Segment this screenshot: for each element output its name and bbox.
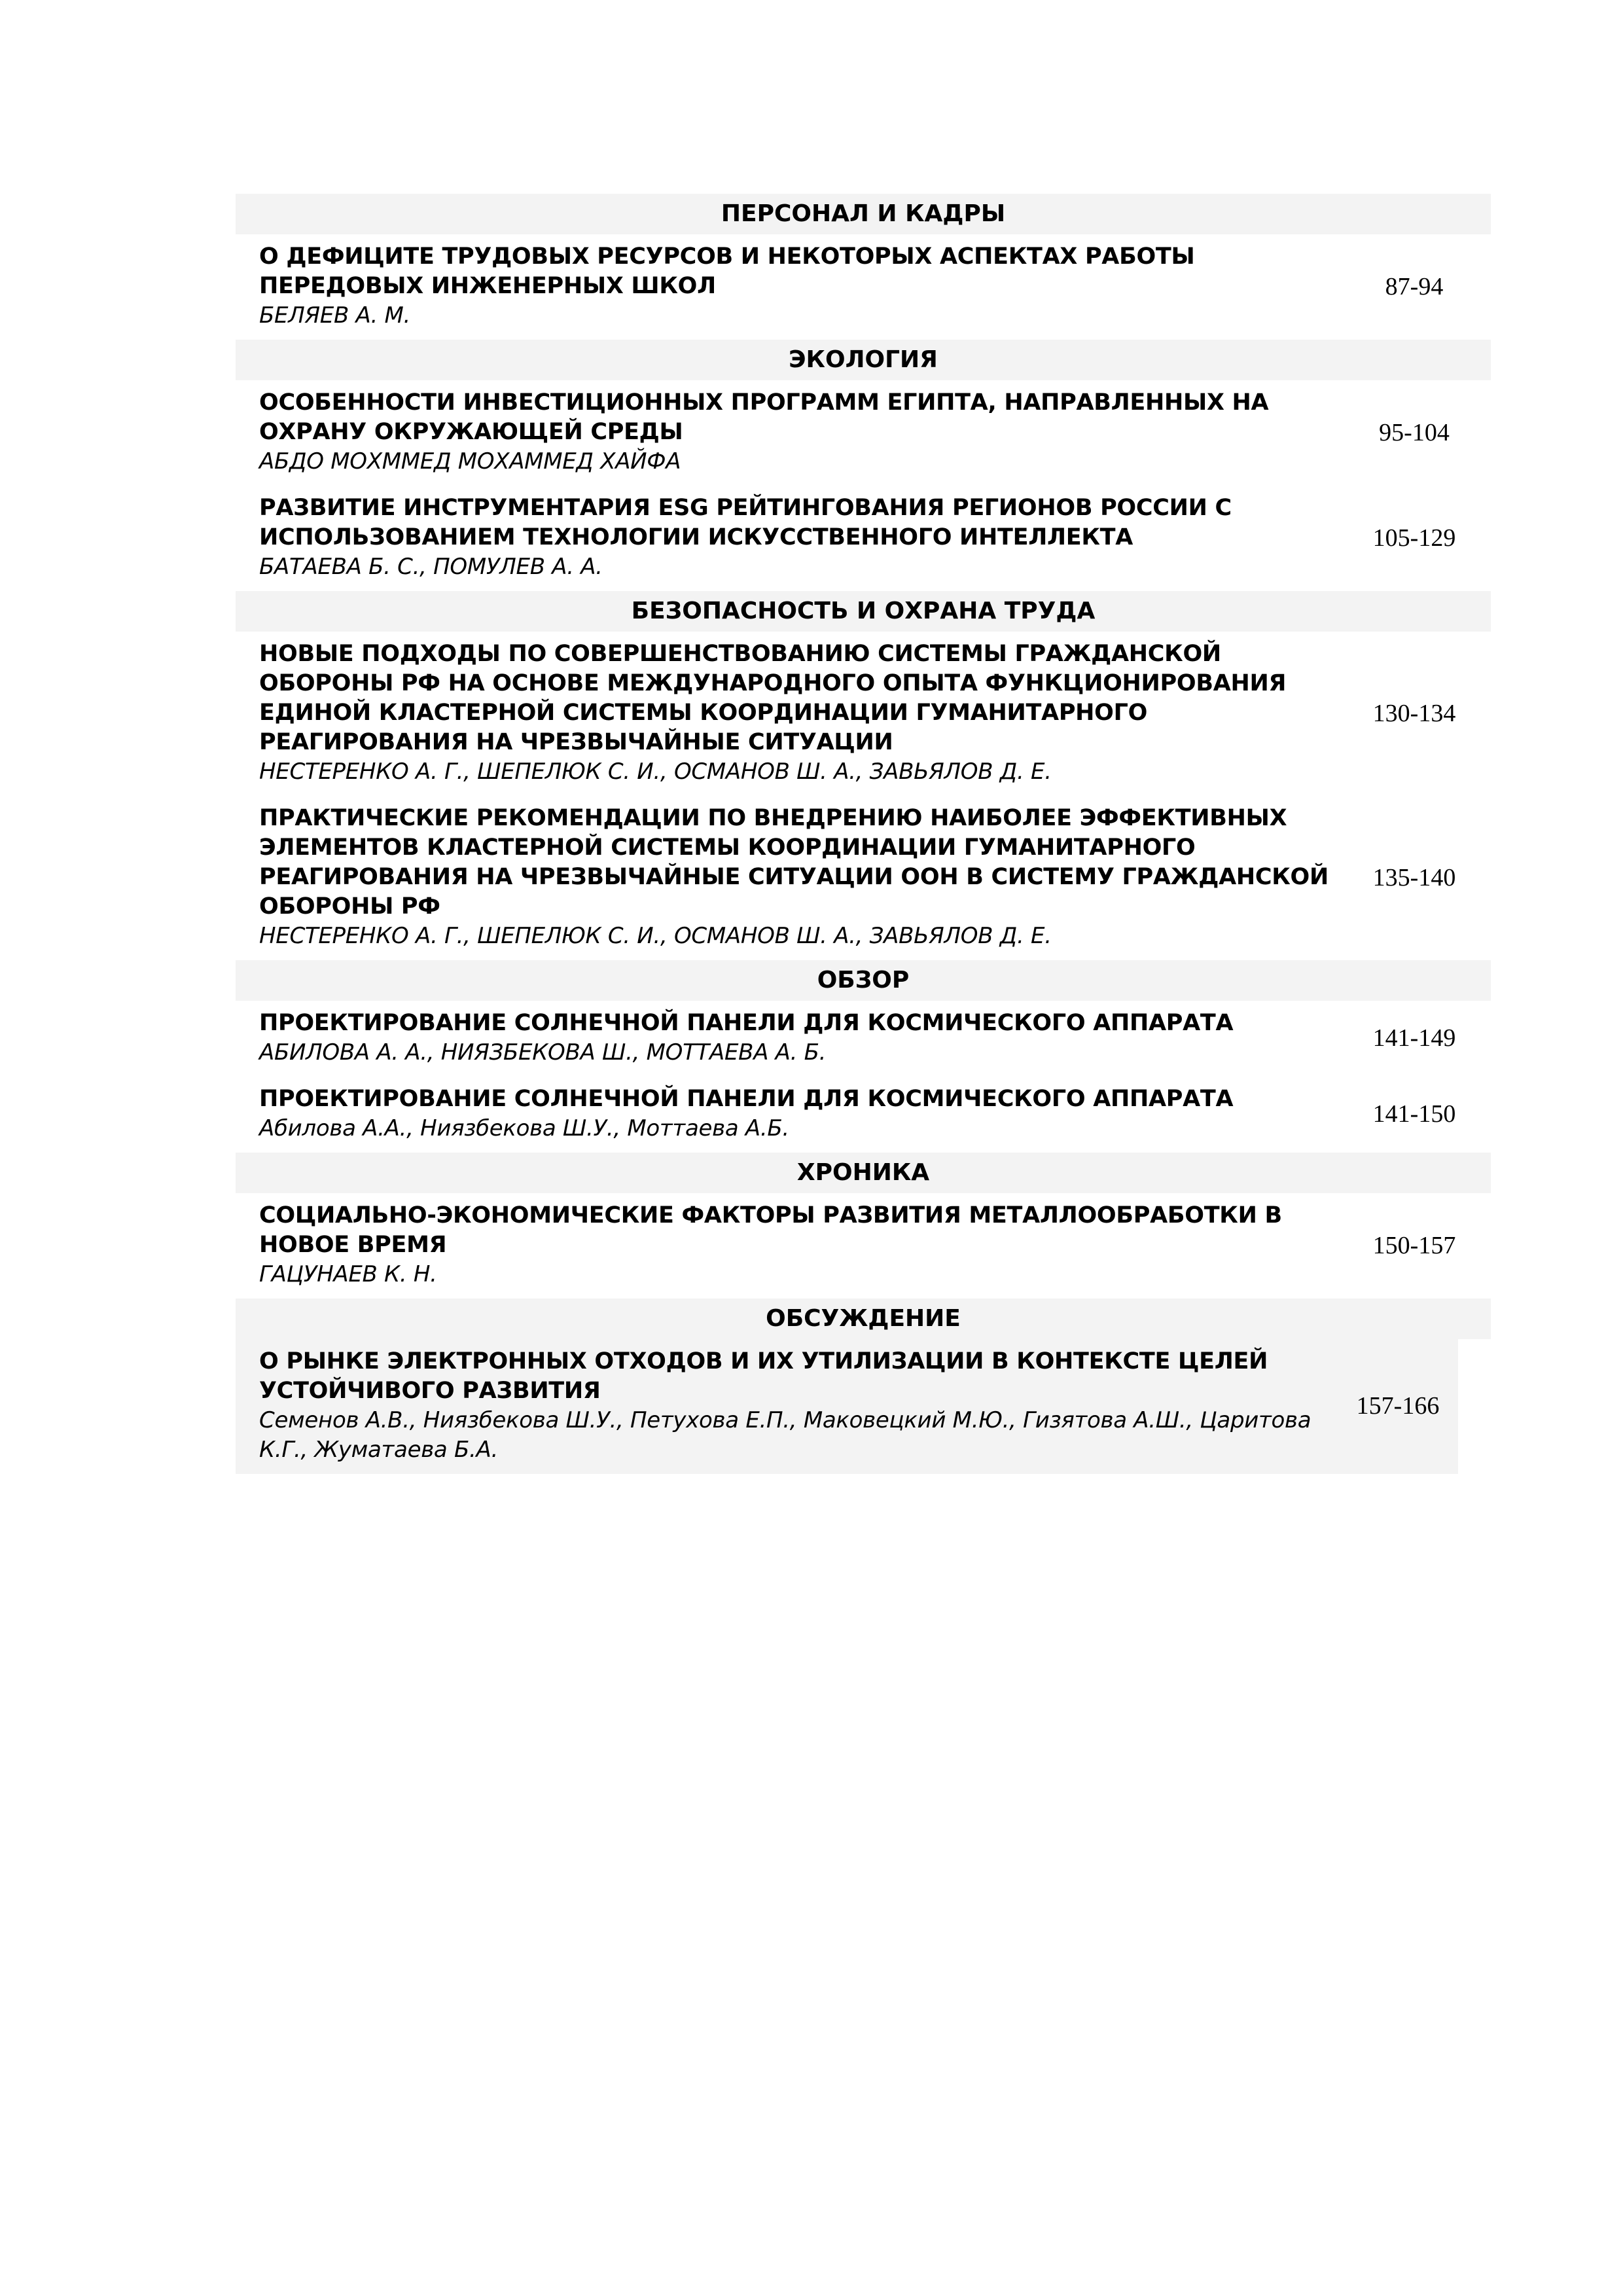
toc-entry [236, 1077, 1491, 1153]
article-title: ОСОБЕННОСТИ ИНВЕСТИЦИОННЫХ ПРОГРАММ ЕГИПТА, НАПРАВЛЕННЫХ НА ОХРАНУ ОКРУЖАЮЩЕЙ СРЕДЫ [259, 389, 1269, 445]
article-authors: БЕЛЯЕВ А. М. [259, 302, 411, 329]
article-authors: НЕСТЕРЕНКО А. Г., ШЕПЕЛЮК С. И., ОСМАНОВ Ш. А., ЗАВЬЯЛОВ Д. Е. [259, 759, 1052, 785]
page-range: 105-129 [1372, 524, 1456, 552]
toc-entry [236, 380, 1491, 486]
article-title: ПРОЕКТИРОВАНИЕ СОЛНЕЧНОЙ ПАНЕЛИ ДЛЯ КОСМИЧЕСКОГО АППАРАТА [259, 1010, 1234, 1036]
article-authors: БАТАЕВА Б. С., ПОМУЛЕВ А. А. [259, 554, 603, 580]
toc-entry [236, 234, 1491, 340]
entry-text [236, 639, 1338, 787]
entry-text [236, 804, 1338, 951]
article-authors: Абилова А.А., Ниязбекова Ш.У., Моттаева А.Б. [259, 1115, 789, 1141]
toc-entry [236, 796, 1491, 960]
article-title: ПРАКТИЧЕСКИЕ РЕКОМЕНДАЦИИ ПО ВНЕДРЕНИЮ НАИБОЛЕЕ ЭФФЕКТИВНЫХ ЭЛЕМЕНТОВ КЛАСТЕРНОЙ СИСТЕМЫ КООРДИНАЦИИ ГУМАНИТАРНОГО РЕАГИРОВАНИЯ НА ЧРЕЗВЫЧАЙНЫЕ СИТУАЦИИ ООН В СИСТЕМУ ГРАЖДАНСКОЙ ОБОРОНЫ РФ [259, 805, 1329, 920]
section-heading: ОБЗОР [236, 960, 1491, 1001]
toc-entry [236, 1001, 1491, 1077]
toc-entry [236, 1193, 1491, 1299]
article-authors: Семенов А.В., Ниязбекова Ш.У., Петухова Е.П., Маковецкий М.Ю., Гизятова А.Ш., Царитова К.Г., Жуматаева Б.А. [259, 1407, 1311, 1463]
article-title: РАЗВИТИЕ ИНСТРУМЕНТАРИЯ ESG РЕЙТИНГОВАНИЯ РЕГИОНОВ РОССИИ С ИСПОЛЬЗОВАНИЕМ ТЕХНОЛОГИИ ИСКУССТВЕННОГО ИНТЕЛЛЕКТА [259, 495, 1232, 550]
page-range: 95-104 [1379, 418, 1450, 446]
page-range: 150-157 [1372, 1231, 1456, 1259]
page-range: 157-166 [1356, 1392, 1440, 1420]
toc-entry [236, 632, 1491, 796]
article-authors: НЕСТЕРЕНКО А. Г., ШЕПЕЛЮК С. И., ОСМАНОВ Ш. А., ЗАВЬЯЛОВ Д. Е. [259, 923, 1052, 949]
table-of-contents [236, 194, 1491, 1474]
entry-text [236, 1085, 1338, 1143]
section-heading: ХРОНИКА [236, 1153, 1491, 1193]
article-authors: ГАЦУНАЕВ К. Н. [259, 1261, 437, 1287]
article-title: О РЫНКЕ ЭЛЕКТРОННЫХ ОТХОДОВ И ИХ УТИЛИЗАЦИИ В КОНТЕКСТЕ ЦЕЛЕЙ УСТОЙЧИВОГО РАЗВИТИЯ [259, 1348, 1268, 1404]
article-authors: АБИЛОВА А. А., НИЯЗБЕКОВА Ш., МОТТАЕВА А. Б. [259, 1039, 827, 1066]
entry-text [236, 242, 1338, 331]
entry-text [236, 1009, 1338, 1067]
page-range: 135-140 [1372, 863, 1456, 891]
section-heading: БЕЗОПАСНОСТЬ И ОХРАНА ТРУДА [236, 591, 1491, 632]
entry-text [236, 1347, 1338, 1465]
section-heading: ОБСУЖДЕНИЕ [236, 1299, 1491, 1339]
page-range: 87-94 [1385, 272, 1444, 300]
entry-text [236, 1201, 1338, 1289]
article-title: ПРОЕКТИРОВАНИЕ СОЛНЕЧНОЙ ПАНЕЛИ ДЛЯ КОСМИЧЕСКОГО АППАРАТА [259, 1086, 1234, 1112]
page-range: 141-149 [1372, 1024, 1456, 1052]
section-heading: ПЕРСОНАЛ И КАДРЫ [236, 194, 1491, 234]
toc-entry [236, 486, 1491, 591]
section-heading: ЭКОЛОГИЯ [236, 340, 1491, 380]
entry-text [236, 493, 1338, 582]
article-title: СОЦИАЛЬНО-ЭКОНОМИЧЕСКИЕ ФАКТОРЫ РАЗВИТИЯ МЕТАЛЛООБРАБОТКИ В НОВОЕ ВРЕМЯ [259, 1202, 1282, 1258]
article-title: НОВЫЕ ПОДХОДЫ ПО СОВЕРШЕНСТВОВАНИЮ СИСТЕМЫ ГРАЖДАНСКОЙ ОБОРОНЫ РФ НА ОСНОВЕ МЕЖДУНАРОДНОГО ОПЫТА ФУНКЦИОНИРОВАНИЯ ЕДИНОЙ КЛАСТЕРНОЙ СИСТЕМЫ КООРДИНАЦИИ ГУМАНИТАРНОГО РЕАГИРОВАНИЯ НА ЧРЕЗВЫЧАЙНЫЕ СИТУАЦИИ [259, 641, 1287, 755]
article-title: О ДЕФИЦИТЕ ТРУДОВЫХ РЕСУРСОВ И НЕКОТОРЫХ АСПЕКТАХ РАБОТЫ ПЕРЕДОВЫХ ИНЖЕНЕРНЫХ ШКОЛ [259, 243, 1195, 299]
article-authors: АБДО МОХММЕД МОХАММЕД ХАЙФА [259, 448, 681, 475]
page-range: 130-134 [1372, 699, 1456, 727]
toc-entry [236, 1339, 1458, 1474]
page-range: 141-150 [1372, 1100, 1456, 1128]
entry-text [236, 388, 1338, 476]
